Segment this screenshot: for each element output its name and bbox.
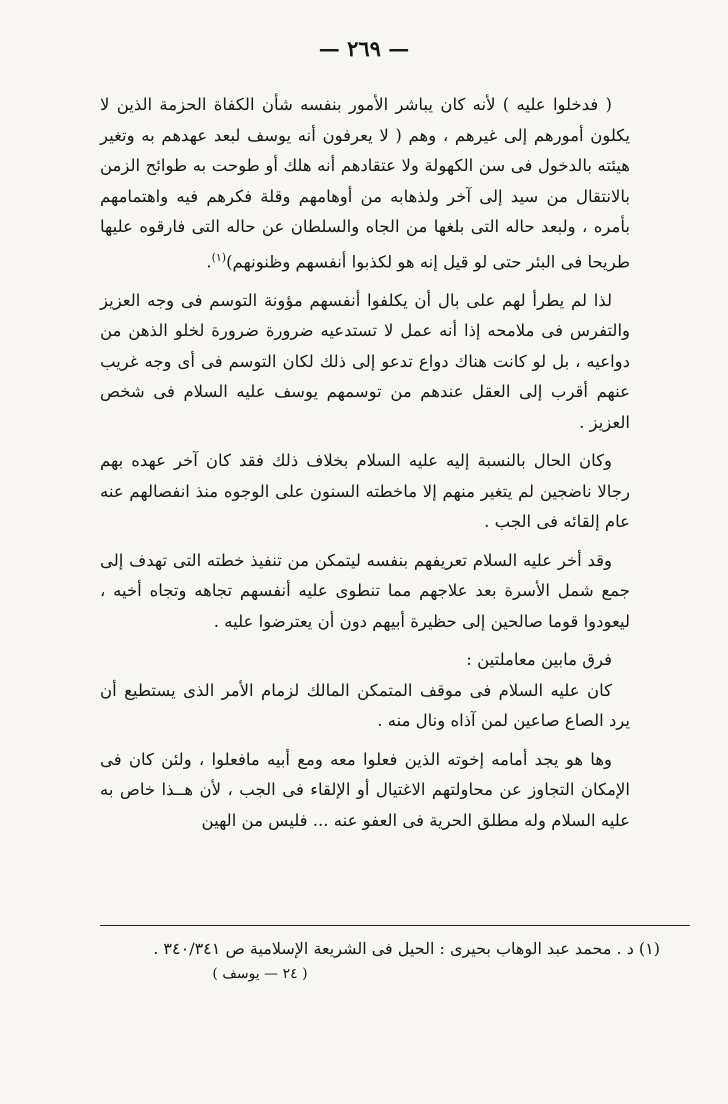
paragraph-1-text: ( فدخلوا عليه ) لأنه كان يباشر الأمور بنفسه شأن الكفاة الحزمة الذين لا يكلون أمورهم إلى غيرهم ، وهم ( لا يعرفون أنه يوسف لبعد عهدهم به وتغير هيئته بالدخول فى سن الكهولة ولا عتقادهم أنه هلك أو طوحت به طوائح الزمن بالانتقال من سيد إلى آخر ولذهابه من أوهامهم وقلة فكرهم فيه واهتمامهم بأمره ، ولبعد حاله التى بلغها من الجاه والسلطان عن حاله التى فارقوه عليها طريحا فى البئر حتى لو قيل إنه هو لكذبوا أنفسهم وظنونهم) — [100, 95, 630, 271]
paragraph-3: وكان الحال بالنسبة إليه عليه السلام بخلاف ذلك فقد كان آخر عهده بهم رجالا ناضجين لم يتغير منهم إلا ماخطته السنون على الوجوه منذ انفصالهم عنه عام إلقائه فى الجب . — [100, 451, 630, 531]
paragraph-1: ( فدخلوا عليه ) لأنه كان يباشر الأمور بنفسه شأن الكفاة الحزمة الذين لا يكلون أمورهم إلى غيرهم ، وهم ( لا يعرفون أنه يوسف لبعد عهدهم به وتغير هيئته بالدخول فى سن الكهولة ولا عتقادهم أنه هلك أو طوحت به طوائح الزمن بالانتقال من سيد إلى آخر ولذهابه من أوهامهم وقلة فكرهم فيه واهتمامهم بأمره ، ولبعد حاله التى بلغها من الجاه والسلطان عن حاله التى فارقوه عليها طريحا فى البئر حتى لو قيل إنه هو لكذبوا أنفسهم وظنونهم)$^{(١)}$. — [100, 95, 630, 271]
footnote-divider — [100, 925, 690, 926]
body-text — [100, 90, 630, 844]
section-heading: فرق مابين معاملتين : — [466, 650, 612, 669]
footnote-marker: (١) — [211, 250, 227, 264]
paragraph-2: لذا لم يطرأ لهم على بال أن يكلفوا أنفسهم مؤونة التوسم فى وجه العزيز والتفرس فى ملامحه إذا أنه عمل لا تستدعيه ضرورة ضرورة لخلو الذهن من دواعيه ، بل لو كانت هناك دواع تدعو إلى ذلك لكان التوسم فى أى وجه غريب عنهم أقرب إلى العقل عندهم من توسمهم يوسف عليه السلام فى شخص العزيز . — [100, 290, 630, 432]
paragraph-4: وقد أخر عليه السلام تعريفهم بنفسه ليتمكن من تنفيذ خطته التى تهدف إلى جمع شمل الأسرة بعد علاجهم مما تنطوى عليه أنفسهم تجاهه وتجاه أخيه ، ليعودوا قوما صالحين إلى حظيرة أبيهم دون أن يعترضوا عليه . — [100, 550, 630, 631]
page-number: — ٢٦٩ — — [318, 36, 410, 61]
footnote: (١) د . محمد عبد الوهاب بحيرى : الحيل فى الشريعة الإسلامية ص ٣٤٠/٣٤١ . — [153, 939, 660, 958]
paragraph-6: وها هو يجد أمامه إخوته الذين فعلوا معه ومع أبيه مافعلوا ، ولئن كان فى الإمكان التجاوز عن محاولتهم الاغتيال أو الإلقاء فى الجب ، لأن هــذا خاص به عليه السلام وله مطلق الحرية فى العفو عنه ... فليس من الهين — [100, 749, 630, 830]
paragraph-5: كان عليه السلام فى موقف المتمكن المالك لزمام الأمر الذى يستطيع أن يرد الصاع صاعين لمن آذاه ونال منه . — [100, 680, 630, 730]
signature-mark: ( ٢٤ — يوسف ) — [212, 966, 308, 982]
